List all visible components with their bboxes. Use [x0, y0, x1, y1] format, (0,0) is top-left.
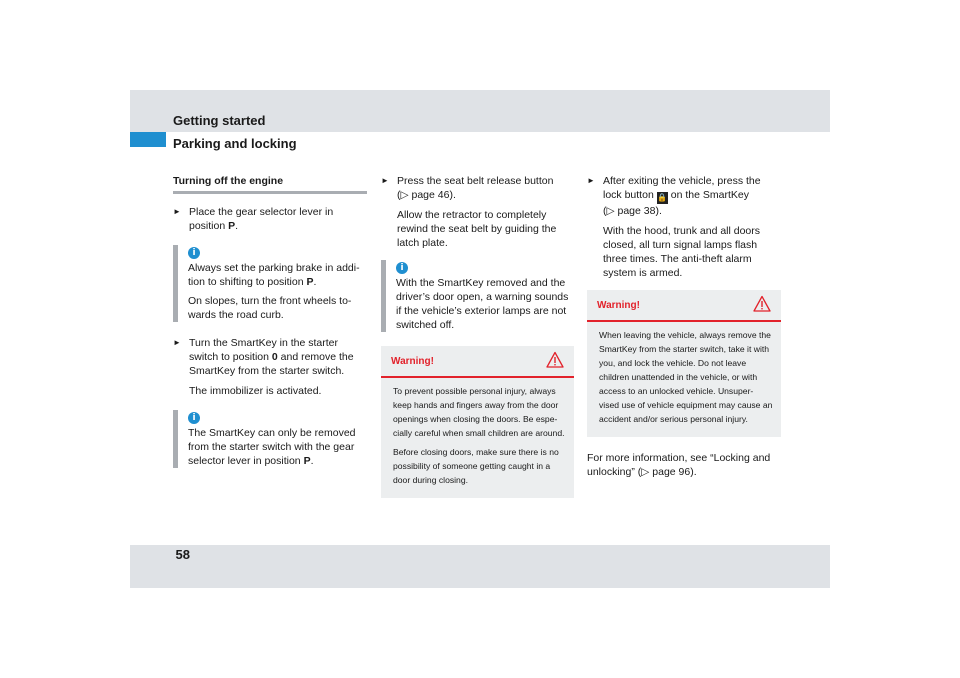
- info-note: [173, 245, 367, 322]
- warning-title: Warning!: [597, 300, 640, 311]
- note-text: On slopes, turn the front wheels to- wards the road curb.: [188, 295, 352, 321]
- page-ref-icon: ▷: [606, 205, 615, 217]
- instruction-step: ► Press the seat belt release button (▷ page 46).: [381, 175, 554, 201]
- section-marker: [130, 132, 166, 147]
- instruction-step: ► Turn the SmartKey in the starter switch to position 0 and remove the SmartKey from the starter switch.: [173, 337, 354, 377]
- topic-title: Turning off the engine: [173, 175, 284, 187]
- page-reference-link[interactable]: page 46: [411, 189, 450, 201]
- instruction-step: ► After exiting the vehicle, press the lock button 🔒 on the SmartKey (▷ page 38).: [587, 175, 761, 217]
- instruction-step: ► Place the gear selector lever in position P.: [173, 206, 334, 232]
- column-1: [173, 174, 367, 482]
- info-icon: i: [396, 262, 408, 274]
- note-text: The SmartKey can only be removed from the starter switch with the gear selector lever in position P.: [188, 427, 356, 467]
- warning-title: Warning!: [391, 356, 434, 367]
- step-result: Allow the retractor to completely rewind the seat belt by guiding the latch plate.: [397, 209, 557, 249]
- page-reference-link[interactable]: page 96: [652, 466, 691, 478]
- warning-text: To prevent possible personal injury, always keep hands and fingers away from the door openings when closing the doors. Be espe- cially careful when small children are around.: [393, 386, 565, 438]
- note-text: With the SmartKey removed and the driver’s door open, a warning sounds if the vehicle’s exterior lamps are not switched off.: [396, 277, 569, 331]
- page-number: 58: [175, 547, 190, 562]
- warning-header: [381, 346, 574, 378]
- step-arrow-icon: ►: [587, 176, 595, 185]
- lock-button-icon: 🔒: [657, 193, 668, 202]
- page-reference-link[interactable]: page 38: [617, 205, 656, 217]
- step-arrow-icon: ►: [173, 338, 181, 347]
- note-text: Always set the parking brake in addi- tion to shifting to position P.: [188, 262, 360, 288]
- info-note: [381, 260, 574, 332]
- step-result: With the hood, trunk and all doors closed, all turn signal lamps flash three times. The anti-theft alarm system is armed.: [603, 225, 761, 279]
- warning-body: [587, 322, 781, 437]
- subsection-title: Parking and locking: [173, 136, 297, 151]
- warning-header: [587, 290, 781, 322]
- step-result: The immobilizer is activated.: [189, 385, 322, 397]
- warning-box: [587, 290, 781, 437]
- warning-triangle-icon: [753, 295, 771, 313]
- page-ref-icon: ▷: [641, 466, 650, 478]
- step-arrow-icon: ►: [381, 176, 389, 185]
- warning-box: [381, 346, 574, 498]
- warning-text: When leaving the vehicle, always remove the SmartKey from the starter switch, take it with you, and lock the vehicle. Do not leave children unattended in the vehicle, or with access to an unlocked vehicle. Unsuper- vised use of vehicle equipment may cause an accident and/or serious personal injury.: [599, 330, 773, 424]
- warning-triangle-icon: [546, 351, 564, 369]
- info-icon: i: [188, 247, 200, 259]
- footer-band: [130, 545, 830, 588]
- step-arrow-icon: ►: [173, 207, 181, 216]
- note-bar: [173, 410, 178, 468]
- column-2: [381, 174, 574, 498]
- note-bar: [173, 245, 178, 322]
- warning-text: Before closing doors, make sure there is no possibility of someone getting caught in a door during closing.: [393, 447, 559, 485]
- topic-divider: [173, 191, 367, 194]
- section-title: Getting started: [173, 113, 266, 128]
- note-bar: [381, 260, 386, 332]
- page-ref-icon: ▷: [400, 189, 409, 201]
- column-3: [587, 174, 781, 479]
- more-info-text: For more information, see “Locking and unlocking” (▷ page 96).: [587, 452, 771, 478]
- info-note: [173, 410, 367, 468]
- info-icon: i: [188, 412, 200, 424]
- warning-body: [381, 378, 574, 498]
